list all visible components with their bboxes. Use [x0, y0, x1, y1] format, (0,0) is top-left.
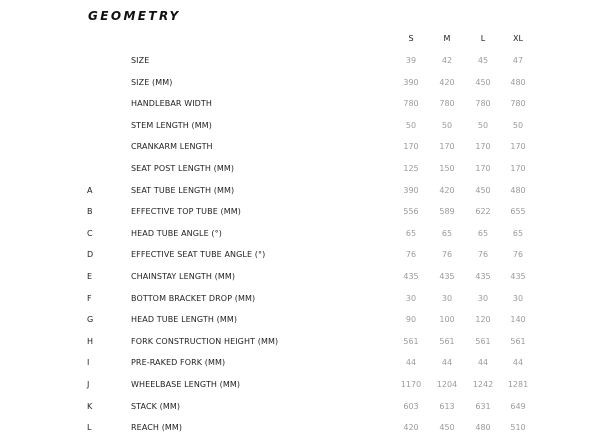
row-value-m: 561: [439, 336, 455, 346]
row-value-l: 120: [475, 315, 491, 325]
table-row: [0, 186, 600, 204]
row-letter: H: [87, 336, 94, 346]
row-value-xl: 649: [510, 401, 526, 411]
row-value-s: 90: [405, 315, 417, 325]
row-label: SIZE (MM): [131, 77, 173, 87]
row-value-m: 50: [441, 120, 453, 130]
row-letter: I: [87, 358, 90, 368]
row-value-s: 390: [403, 185, 419, 195]
row-value-s: 603: [403, 401, 419, 411]
table-row: [0, 402, 600, 420]
size-header-xl: XL: [513, 34, 523, 43]
row-label: SIZE: [131, 56, 150, 65]
row-value-xl: 140: [510, 315, 526, 325]
row-value-s: 420: [403, 423, 419, 433]
row-value-xl: 170: [510, 142, 526, 152]
table-row: [0, 56, 600, 74]
row-value-m: 42: [441, 56, 453, 65]
row-value-xl: 44: [512, 358, 524, 368]
row-value-l: 480: [475, 423, 491, 433]
size-header-row: [0, 34, 600, 48]
table-row: [0, 207, 600, 225]
row-value-m: 44: [441, 358, 453, 368]
row-value-s: 76: [405, 250, 417, 260]
row-label: HANDLEBAR WIDTH: [131, 99, 213, 109]
row-value-l: 450: [475, 77, 491, 87]
row-label: FORK CONSTRUCTION HEIGHT (MM): [131, 336, 279, 346]
table-row: [0, 337, 600, 355]
table-row: [0, 250, 600, 268]
row-letter: G: [87, 315, 94, 325]
row-value-xl: 30: [512, 293, 524, 303]
row-label: STACK (MM): [131, 401, 181, 411]
row-letter: F: [87, 293, 92, 303]
row-value-l: 561: [475, 336, 491, 346]
row-value-m: 100: [439, 315, 455, 325]
row-value-s: 780: [403, 99, 419, 109]
row-label: WHEELBASE LENGTH (MM): [131, 380, 241, 389]
row-value-m: 780: [439, 99, 455, 109]
row-value-xl: 655: [510, 207, 526, 217]
table-row: [0, 358, 600, 376]
row-value-xl: 480: [510, 77, 526, 87]
row-value-l: 450: [475, 185, 491, 195]
row-value-xl: 561: [510, 336, 526, 346]
row-value-s: 44: [405, 358, 417, 368]
row-value-m: 420: [439, 77, 455, 87]
row-value-l: 435: [475, 272, 491, 281]
row-value-m: 589: [439, 207, 455, 217]
row-label: HEAD TUBE LENGTH (MM): [131, 315, 238, 325]
row-letter: L: [87, 423, 92, 433]
row-value-xl: 1281: [507, 380, 529, 389]
row-value-xl: 780: [510, 99, 526, 109]
row-value-s: 435: [403, 272, 419, 281]
row-value-xl: 435: [510, 272, 526, 281]
row-value-s: 50: [405, 120, 417, 130]
row-value-s: 39: [405, 56, 417, 65]
row-value-l: 170: [475, 142, 491, 152]
row-value-s: 125: [403, 164, 419, 173]
row-value-s: 390: [403, 77, 419, 87]
table-row: [0, 423, 600, 441]
row-value-l: 30: [477, 293, 489, 303]
row-value-m: 613: [439, 401, 455, 411]
row-letter: K: [87, 401, 93, 411]
row-label: CHAINSTAY LENGTH (MM): [131, 272, 236, 281]
row-value-l: 65: [477, 228, 489, 238]
row-value-xl: 480: [510, 185, 526, 195]
row-label: CRANKARM LENGTH: [131, 142, 213, 152]
row-label: PRE-RAKED FORK (MM): [131, 358, 226, 368]
row-value-xl: 510: [510, 423, 526, 433]
row-label: STEM LENGTH (MM): [131, 120, 212, 130]
row-value-s: 556: [403, 207, 419, 217]
row-letter: C: [87, 228, 93, 238]
row-value-m: 170: [439, 142, 455, 152]
table-row: [0, 142, 600, 160]
row-value-l: 170: [475, 164, 491, 173]
table-row: [0, 294, 600, 312]
row-value-l: 44: [477, 358, 489, 368]
row-label: SEAT TUBE LENGTH (MM): [131, 185, 235, 195]
row-label: EFFECTIVE SEAT TUBE ANGLE (°): [131, 250, 266, 260]
table-row: [0, 99, 600, 117]
row-value-l: 780: [475, 99, 491, 109]
row-value-xl: 65: [512, 228, 524, 238]
row-value-l: 76: [477, 250, 489, 260]
row-value-m: 420: [439, 185, 455, 195]
row-value-l: 50: [477, 120, 489, 130]
size-header-m: M: [443, 34, 451, 43]
row-value-l: 1242: [472, 380, 494, 389]
row-value-s: 30: [405, 293, 417, 303]
size-header-l: L: [480, 34, 486, 43]
row-value-s: 561: [403, 336, 419, 346]
row-letter: D: [87, 250, 94, 260]
row-value-m: 30: [441, 293, 453, 303]
row-label: BOTTOM BRACKET DROP (MM): [131, 293, 256, 303]
row-letter: J: [87, 380, 90, 389]
row-letter: B: [87, 207, 93, 217]
row-value-s: 1170: [400, 380, 422, 389]
section-title: GEOMETRY: [88, 9, 181, 23]
row-label: EFFECTIVE TOP TUBE (MM): [131, 207, 241, 217]
size-header-s: S: [408, 34, 414, 43]
table-row: [0, 272, 600, 290]
row-value-m: 1204: [436, 380, 458, 389]
row-value-xl: 50: [512, 120, 524, 130]
row-value-s: 65: [405, 228, 417, 238]
row-value-m: 65: [441, 228, 453, 238]
row-value-l: 622: [475, 207, 491, 217]
table-row: [0, 164, 600, 182]
row-value-l: 631: [475, 401, 491, 411]
row-value-m: 76: [441, 250, 453, 260]
row-letter: A: [87, 185, 93, 195]
row-value-m: 435: [439, 272, 455, 281]
row-value-s: 170: [403, 142, 419, 152]
row-label: SEAT POST LENGTH (MM): [131, 164, 235, 173]
row-label: REACH (MM): [131, 423, 183, 433]
row-value-m: 150: [439, 164, 455, 173]
table-row: [0, 121, 600, 139]
row-value-xl: 47: [512, 56, 524, 65]
table-row: [0, 315, 600, 333]
table-row: [0, 229, 600, 247]
table-row: [0, 380, 600, 398]
row-value-m: 450: [439, 423, 455, 433]
row-value-xl: 170: [510, 164, 526, 173]
row-letter: E: [87, 272, 93, 281]
row-value-l: 45: [477, 56, 489, 65]
table-row: [0, 78, 600, 96]
row-value-xl: 76: [512, 250, 524, 260]
row-label: HEAD TUBE ANGLE (°): [131, 228, 222, 238]
